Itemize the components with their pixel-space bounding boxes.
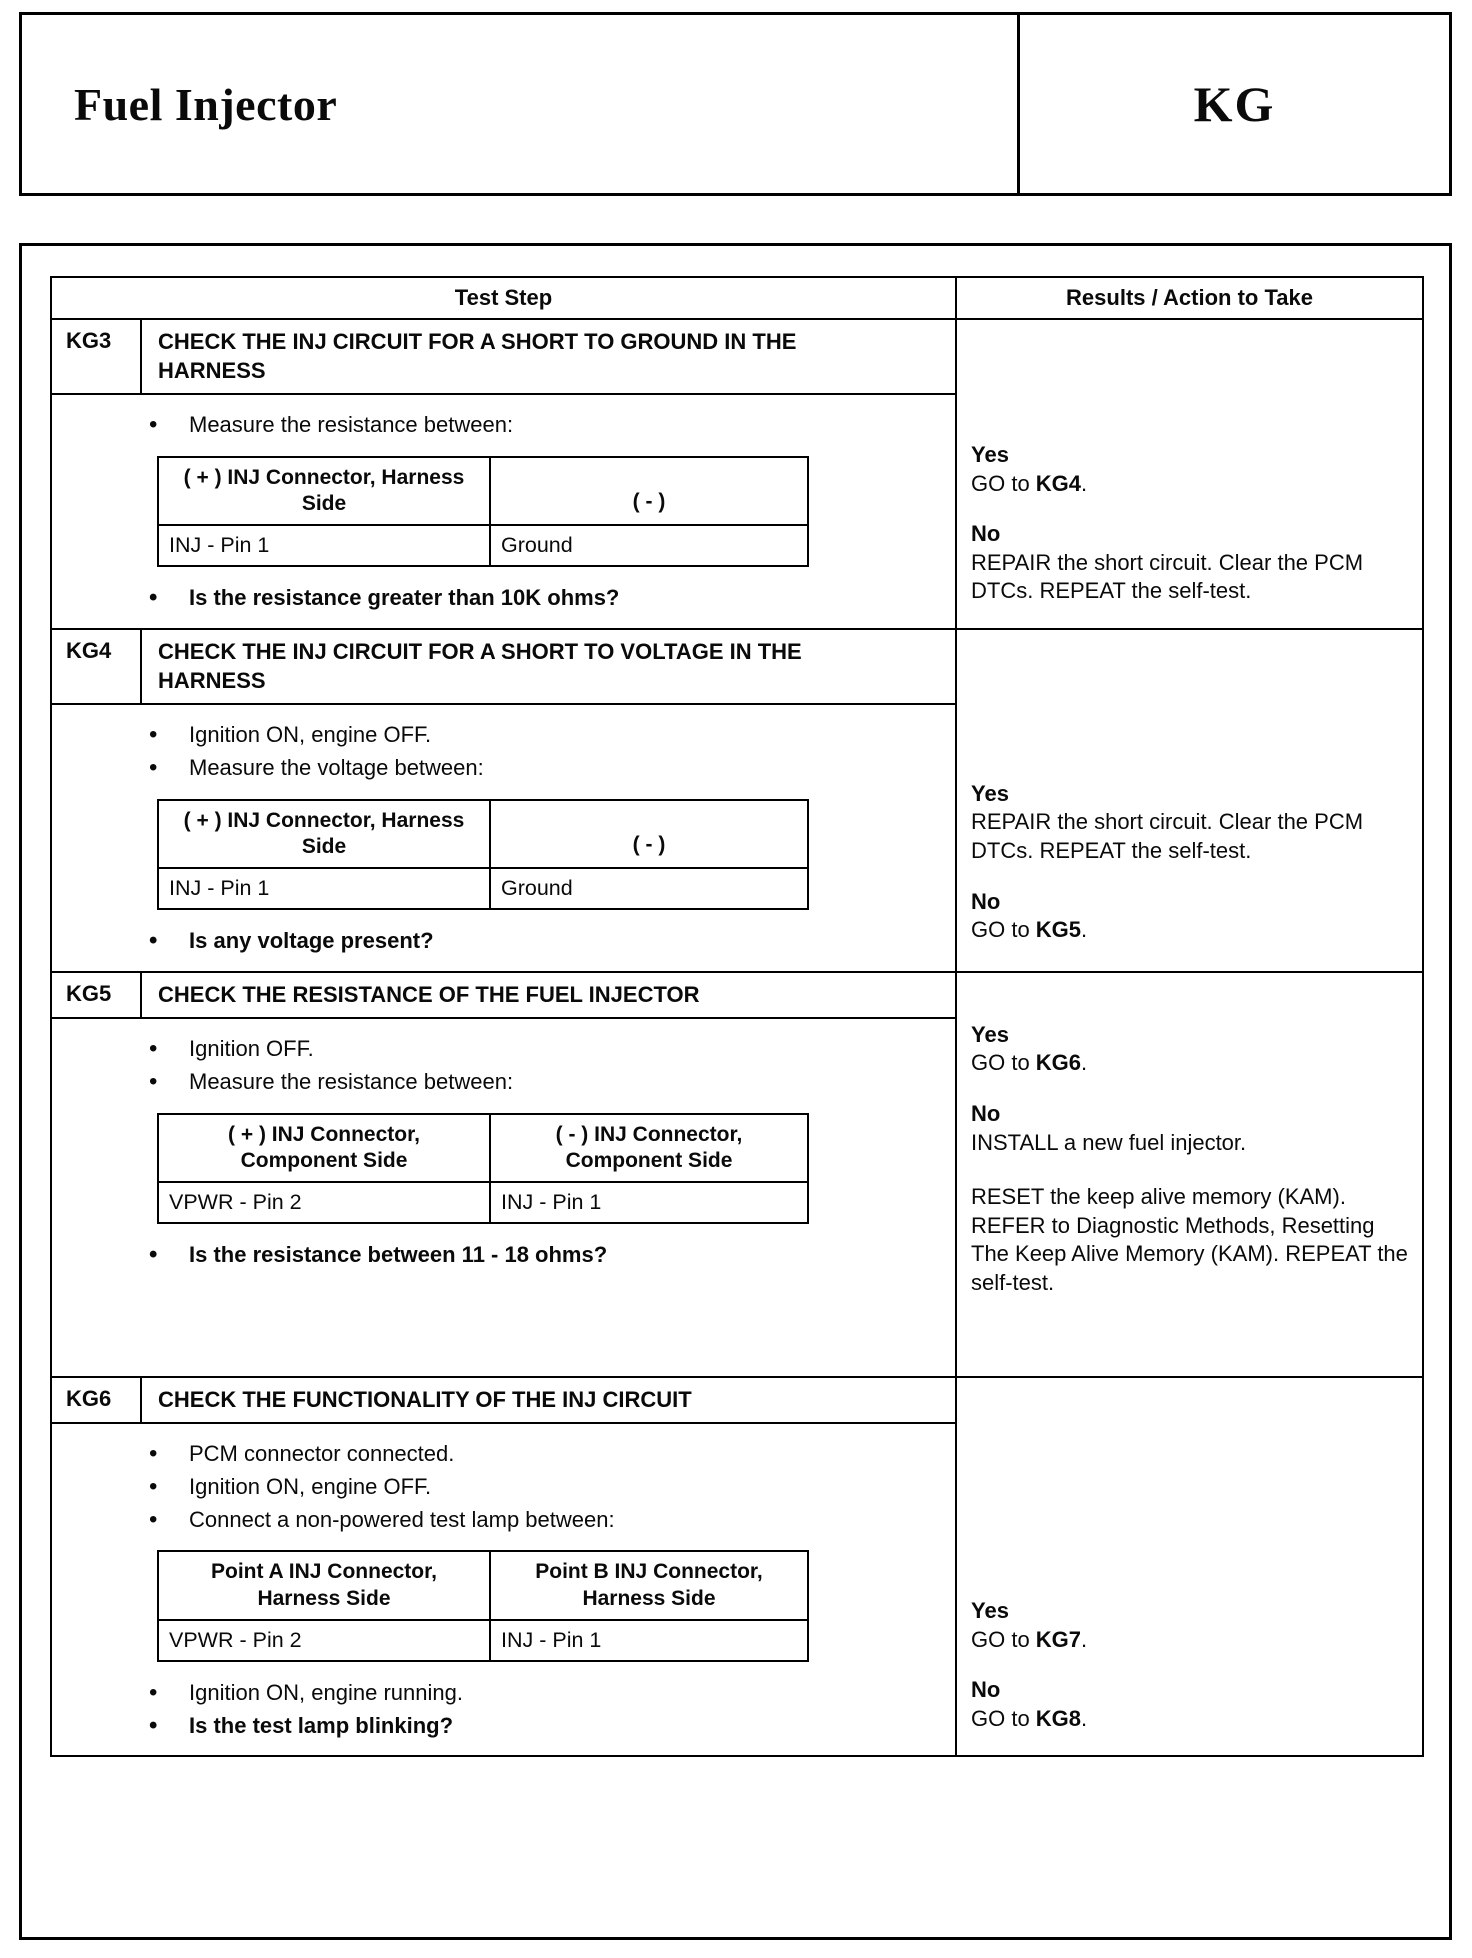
result-yes-label: Yes (971, 1597, 1009, 1623)
action-text: GO to (971, 917, 1036, 943)
result-yes-action (971, 470, 1408, 499)
measurement-value-row (158, 1182, 808, 1223)
result-no (971, 888, 1408, 945)
step-body (52, 705, 955, 971)
instruction-bullet: • PCM connector connected. (147, 1439, 937, 1469)
result-yes (971, 1021, 1408, 1078)
step-id: KG5 (52, 973, 142, 1018)
result-yes-label: Yes (971, 442, 1009, 468)
action-text-end: . (1081, 470, 1088, 496)
result-yes-action (971, 1626, 1408, 1655)
measurement-table (157, 799, 809, 911)
instruction-bullet: • Ignition ON, engine OFF. (147, 720, 937, 750)
question-bullet: • Is the resistance greater than 10K ohms? (147, 583, 937, 613)
action-step-ref: KG8 (1035, 1705, 1082, 1731)
measurement-header-row (158, 1551, 808, 1620)
test-step-row-kg4 (51, 629, 1423, 972)
measurement-header-right: ( - ) (490, 800, 808, 869)
pinpoint-test-table (50, 276, 1424, 1757)
action-text-end: . (1081, 1705, 1088, 1731)
measurement-value-right: INJ - Pin 1 (490, 1620, 808, 1661)
action-step-ref: KG7 (1035, 1626, 1082, 1652)
instruction-bullet: • Ignition ON, engine running. (147, 1678, 937, 1708)
action-text-full: REPAIR the short circuit. Clear the PCM DTCs. REPEAT the self-test. (971, 809, 1364, 864)
action-text-full: REPAIR the short circuit. Clear the PCM DTCs. REPEAT the self-test. (971, 549, 1364, 604)
question-bullet: • Is the resistance between 11 - 18 ohms? (147, 1240, 937, 1270)
title-banner-left (22, 15, 1017, 193)
measurement-value-row (158, 868, 808, 909)
result-yes-label: Yes (971, 780, 1009, 806)
step-body (52, 1424, 955, 1755)
action-text: GO to (971, 1626, 1036, 1652)
column-header-test-step: Test Step (51, 277, 956, 319)
measurement-header-left: ( + ) INJ Connector, Harness Side (158, 457, 490, 526)
measurement-value-left: INJ - Pin 1 (158, 868, 490, 909)
step-title-row (52, 973, 955, 1020)
step-title-row (52, 1378, 955, 1425)
measurement-value-right: Ground (490, 525, 808, 566)
result-no (971, 1100, 1408, 1157)
question-bullet: • Is the test lamp blinking? (147, 1711, 937, 1741)
test-step-row-kg3 (51, 319, 1423, 629)
measurement-value-left: VPWR - Pin 2 (158, 1620, 490, 1661)
result-no-label: No (971, 888, 1001, 914)
result-no-action (971, 916, 1408, 945)
results-cell (956, 1377, 1423, 1757)
result-no-action (971, 1705, 1408, 1734)
result-yes (971, 1597, 1408, 1654)
result-no-label: No (971, 521, 1001, 547)
step-title-row (52, 320, 955, 395)
question-bullet: • Is any voltage present? (147, 926, 937, 956)
measurement-table (157, 1550, 809, 1662)
column-header-results: Results / Action to Take (956, 277, 1423, 319)
measurement-value-row (158, 1620, 808, 1661)
result-no (971, 1676, 1408, 1733)
step-title: CHECK THE INJ CIRCUIT FOR A SHORT TO VOLTAGE IN THE HARNESS (158, 639, 802, 693)
test-step-cell (51, 629, 956, 972)
measurement-table (157, 1113, 809, 1225)
instruction-bullet: • Ignition ON, engine OFF. (147, 1472, 937, 1502)
test-step-row-kg6 (51, 1377, 1423, 1757)
step-id: KG3 (52, 320, 142, 393)
action-step-ref: KG5 (1035, 917, 1082, 943)
result-no (971, 520, 1408, 606)
result-no-label: No (971, 1101, 1001, 1126)
result-yes-action (971, 1049, 1408, 1078)
table-header-row (51, 277, 1423, 319)
result-no-action (971, 1129, 1408, 1158)
test-step-cell (51, 972, 956, 1377)
measurement-header-left: ( + ) INJ Connector, Harness Side (158, 800, 490, 869)
action-text-end: . (1081, 1626, 1088, 1652)
measurement-header-left: Point A INJ Connector, Harness Side (158, 1551, 490, 1620)
step-body (52, 1019, 955, 1285)
result-no-action (971, 549, 1408, 606)
test-step-cell (51, 1377, 956, 1757)
result-yes-action (971, 808, 1408, 865)
action-text-end: . (1081, 917, 1088, 943)
results-cell (956, 629, 1423, 972)
title-banner (19, 12, 1452, 196)
action-text-end: . (1081, 1050, 1088, 1076)
measurement-value-right: Ground (490, 868, 808, 909)
measurement-header-row (158, 457, 808, 526)
step-id: KG6 (52, 1378, 142, 1423)
measurement-header-left: ( + ) INJ Connector, Component Side (158, 1114, 490, 1183)
result-yes (971, 780, 1408, 866)
measurement-value-row (158, 525, 808, 566)
content-box (19, 243, 1452, 1940)
results-cell (956, 972, 1423, 1377)
action-text: GO to (971, 1705, 1036, 1731)
result-yes-label: Yes (971, 1021, 1009, 1047)
measurement-header-row (158, 800, 808, 869)
measurement-table (157, 456, 809, 568)
test-step-cell (51, 319, 956, 629)
measurement-value-left: VPWR - Pin 2 (158, 1182, 490, 1223)
result-yes (971, 441, 1408, 498)
measurement-header-row (158, 1114, 808, 1183)
instruction-bullet: • Measure the voltage between: (147, 753, 937, 783)
test-step-row-kg5 (51, 972, 1423, 1377)
measurement-header-right: Point B INJ Connector, Harness Side (490, 1551, 808, 1620)
measurement-value-left: INJ - Pin 1 (158, 525, 490, 566)
action-text: GO to (971, 470, 1036, 496)
step-title-row (52, 630, 955, 705)
document-title: Fuel Injector (74, 78, 338, 130)
instruction-bullet: • Connect a non-powered test lamp between: (147, 1505, 937, 1535)
step-title: CHECK THE INJ CIRCUIT FOR A SHORT TO GROUND IN THE HARNESS (158, 329, 797, 383)
section-code: KG (1193, 76, 1276, 132)
instruction-bullet: • Measure the resistance between: (147, 410, 937, 440)
instruction-bullet: • Measure the resistance between: (147, 1067, 937, 1097)
step-body (52, 395, 955, 628)
step-title: CHECK THE RESISTANCE OF THE FUEL INJECTOR (158, 981, 700, 1007)
result-extra-note: RESET the keep alive memory (KAM). REFER to Diagnostic Methods, Resetting The Keep Alive Memory (KAM). REPEAT the self-test. (971, 1184, 1408, 1295)
action-step-ref: KG4 (1035, 470, 1082, 496)
step-id: KG4 (52, 630, 142, 703)
step-title: CHECK THE FUNCTIONALITY OF THE INJ CIRCUIT (158, 1386, 692, 1412)
instruction-bullet: • Ignition OFF. (147, 1034, 937, 1064)
title-banner-right (1017, 15, 1449, 193)
action-text: GO to (971, 1050, 1036, 1076)
result-no-label: No (971, 1677, 1001, 1703)
action-text-full: INSTALL a new fuel injector. (971, 1129, 1247, 1155)
measurement-header-right: ( - ) (490, 457, 808, 526)
measurement-value-right: INJ - Pin 1 (490, 1182, 808, 1223)
measurement-header-right: ( - ) INJ Connector, Component Side (490, 1114, 808, 1183)
results-cell (956, 319, 1423, 629)
action-step-ref: KG6 (1035, 1050, 1082, 1076)
